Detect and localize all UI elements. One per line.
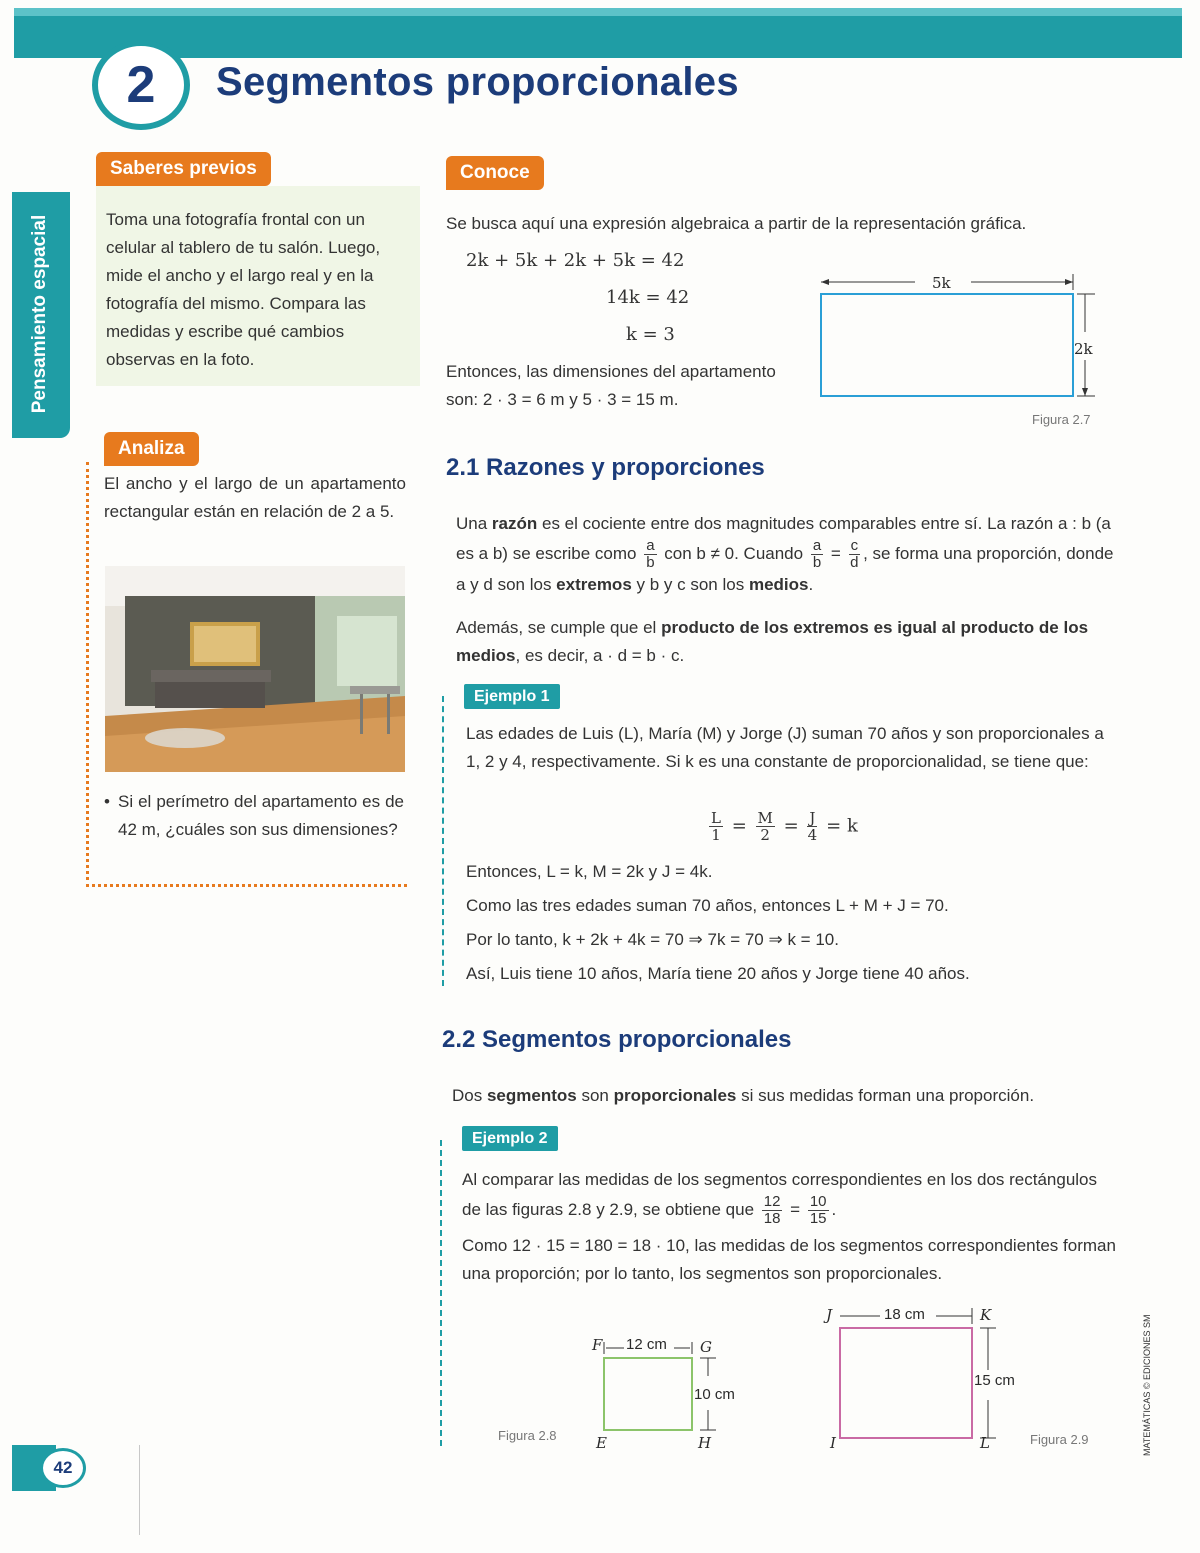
fraction-l-1 [709, 810, 723, 843]
side-label: Pensamiento espacial [29, 214, 50, 414]
frac-den: b [646, 554, 655, 571]
conoce-intro: Se busca aquí una expresión algebraica a partir de la representación gráfica. [446, 214, 1027, 233]
s21-p2-b: producto de los extremos es igual al producto de los medios [456, 618, 1089, 665]
s21-text-c: es el cociente entre dos magnitudes comparables entre sí. La razón a : b (a es a b) se escribe como [456, 514, 1111, 563]
frac-den: d [850, 554, 859, 571]
s22-text-e: si sus medidas forman una proporción. [736, 1086, 1035, 1105]
ejemplo-2-tag-wrap [462, 1130, 558, 1148]
figure-2-9-caption: Figura 2.9 [1030, 1432, 1089, 1447]
figure-2-7-width-label: 5k [932, 274, 951, 292]
frac-den: 15 [809, 1210, 827, 1227]
s22-term-proporcionales: proporcionales [613, 1086, 737, 1105]
frac-num: M [757, 809, 773, 827]
frac-num: a [646, 537, 655, 554]
figure-2-7-caption: Figura 2.7 [1032, 412, 1091, 427]
frac-num: L [711, 809, 721, 827]
ejemplo-2-frame [440, 1140, 442, 1446]
fraction-a-b [644, 538, 656, 571]
ejemplo-1-line-3: Por lo tanto, k + 2k + 4k = 70 ⇒ 7k = 70 ⇒ k = 10. [466, 930, 839, 949]
conoce-tag-wrap [446, 156, 544, 190]
vertex-l: L [980, 1434, 990, 1452]
fraction-m-2 [756, 810, 775, 843]
frac-den: 18 [763, 1210, 781, 1227]
figure-2-7-height-label: 2k [1074, 340, 1093, 358]
conoce-tag: Conoce [446, 156, 544, 190]
ejemplo-1-tag-wrap [464, 688, 560, 706]
ejemplo-1-line-1: Entonces, L = k, M = 2k y J = 4k. [466, 862, 713, 881]
ejemplo-1-proportion: $\frac{L}{1}$ = $\frac{M}{2}$ = $\frac{J}{4}$ = k [711, 809, 858, 844]
header-band-highlight [14, 8, 1182, 16]
page-number: 42 [40, 1448, 86, 1488]
s21-text-d: con b ≠ 0. Cuando [664, 543, 804, 563]
s21-p2-a: Además, se cumple que el [456, 618, 662, 637]
s21-text-a: Una [456, 514, 492, 533]
section-2-2-paragraph [452, 1082, 1112, 1110]
s22-term-segmentos: segmentos [486, 1086, 577, 1105]
conoce-equation-3: k = 3 [626, 324, 675, 345]
ejemplo-2-tag: Ejemplo 2 [462, 1126, 558, 1151]
ejemplo-2-paragraph-2: Como 12 · 15 = 180 = 18 · 10, las medidas de los segmentos correspondientes forman una proporción; por lo tanto, los segmentos son proporcionales. [462, 1236, 1116, 1283]
figure-2-8-height: 10 cm [694, 1386, 735, 1403]
ejemplo-2-paragraph-1: Al comparar las medidas de los segmentos correspondientes en los dos rectángulos de las figuras 2.8 y 2.9, se obtiene que $\frac{12}{18}$ = $\frac{10}{15}$ . [462, 1170, 1098, 1227]
s21-term-medios: medios [748, 575, 809, 594]
analiza-tag: Analiza [104, 432, 199, 466]
saberes-tag: Saberes previos [96, 152, 271, 186]
figure-2-8-width: 12 cm [626, 1336, 667, 1353]
living-room-photo [105, 566, 405, 772]
saberes-tag-wrap [96, 152, 271, 186]
frac-den: 4 [807, 826, 818, 844]
frac-num: 12 [763, 1193, 781, 1210]
s21-term-razon: razón [491, 514, 538, 533]
frac-den: b [812, 554, 822, 571]
section-2-2-heading: 2.2 Segmentos proporcionales [442, 1026, 792, 1053]
analiza-question: Si el perímetro del apartamento es de 42 m, ¿cuáles son sus dimensiones? [118, 792, 404, 839]
page-rule [139, 1445, 140, 1535]
publisher-credit: MATEMÁTICAS © EDICIONES SM [1142, 1314, 1152, 1456]
s21-p2-c: , es decir, a · d = b · c. [515, 646, 685, 665]
ejemplo-1-tag: Ejemplo 1 [464, 684, 560, 709]
s22-text-a: Dos [452, 1086, 487, 1105]
figure-2-7 [815, 270, 1105, 410]
page-title: Segmentos proporcionales [216, 60, 739, 104]
conoce-equation-2: 14k = 42 [606, 287, 690, 308]
vertex-f: F [592, 1336, 603, 1354]
frac-den: 2 [760, 826, 770, 844]
fraction-a-b-2 [811, 538, 823, 571]
vertex-i: I [830, 1434, 836, 1452]
ejemplo-1-statement: Las edades de Luis (L), María (M) y Jorge (J) suman 70 años y son proporcionales a 1, 2 y 4, respectivamente. Si k es una constante de proporcionalidad, se tiene que: [466, 724, 1104, 771]
fraction-10-15 [808, 1194, 829, 1227]
equals-k: = k [826, 815, 858, 837]
s21-text-g: y b y c son los [631, 575, 749, 594]
fraction-j-4 [807, 810, 817, 843]
section-2-1-heading: 2.1 Razones y proporciones [446, 454, 765, 481]
frac-den: 1 [711, 826, 721, 844]
vertex-k: K [980, 1306, 992, 1324]
analiza-text: El ancho y el largo de un apartamento rectangular están en relación de 2 a 5. [104, 474, 406, 521]
ejemplo-1-line-2: Como las tres edades suman 70 años, entonces L + M + J = 70. [466, 896, 949, 915]
vertex-j: J [826, 1306, 833, 1324]
ejemplo-1-line-4: Así, Luis tiene 10 años, María tiene 20 años y Jorge tiene 40 años. [466, 964, 970, 983]
fraction-c-d [849, 538, 861, 571]
frac-num: a [812, 537, 822, 554]
section-2-1-paragraph-2 [456, 614, 1116, 670]
s21-term-extremos: extremos [556, 575, 632, 594]
vertex-e: E [596, 1434, 607, 1452]
s21-text-e: , se forma una proporción, donde a y d son los [456, 543, 1114, 594]
ej2-text: Al comparar las medidas de los segmentos correspondientes en los dos rectángulos de las figuras 2.8 y 2.9, se obtiene que [462, 1170, 1098, 1219]
conoce-conclusion: Entonces, las dimensiones del apartamento son: 2 · 3 = 6 m y 5 · 3 = 15 m. [446, 362, 776, 409]
s22-text-c: son [576, 1086, 614, 1105]
analiza-tag-wrap [104, 432, 199, 466]
chapter-number: 2 [92, 40, 190, 130]
ejemplo-1-frame [442, 696, 444, 986]
vertex-h: H [698, 1434, 712, 1452]
frac-num: 10 [809, 1193, 827, 1210]
figure-2-9-width: 18 cm [884, 1306, 925, 1323]
figure-2-9-height: 15 cm [974, 1372, 1015, 1389]
figure-2-8-caption: Figura 2.8 [498, 1428, 557, 1443]
saberes-text: Toma una fotografía frontal con un celular al tablero de tu salón. Luego, mide el ancho y el largo real y en la fotografía del mismo. Compara las medidas y escribe qué cambios observas en la foto. [106, 210, 381, 369]
vertex-g: G [700, 1338, 712, 1356]
fraction-12-18 [762, 1194, 783, 1227]
section-2-1-paragraph-1: Una razón es el cociente entre dos magnitudes comparables entre sí. La razón a : b (a es a b) se escribe como $\frac{a}{b}$ con b ≠ 0. Cuando $\frac{a}{b}$ = $\frac{c}{d}$ , se forma una proporción, donde a y d son los extremos y b y c son los medios. [456, 514, 1114, 594]
frac-num: c [850, 537, 859, 554]
bullet-icon: • [104, 792, 110, 811]
conoce-equation-1: 2k + 5k + 2k + 5k = 42 [466, 250, 685, 271]
frac-num: J [809, 809, 816, 827]
